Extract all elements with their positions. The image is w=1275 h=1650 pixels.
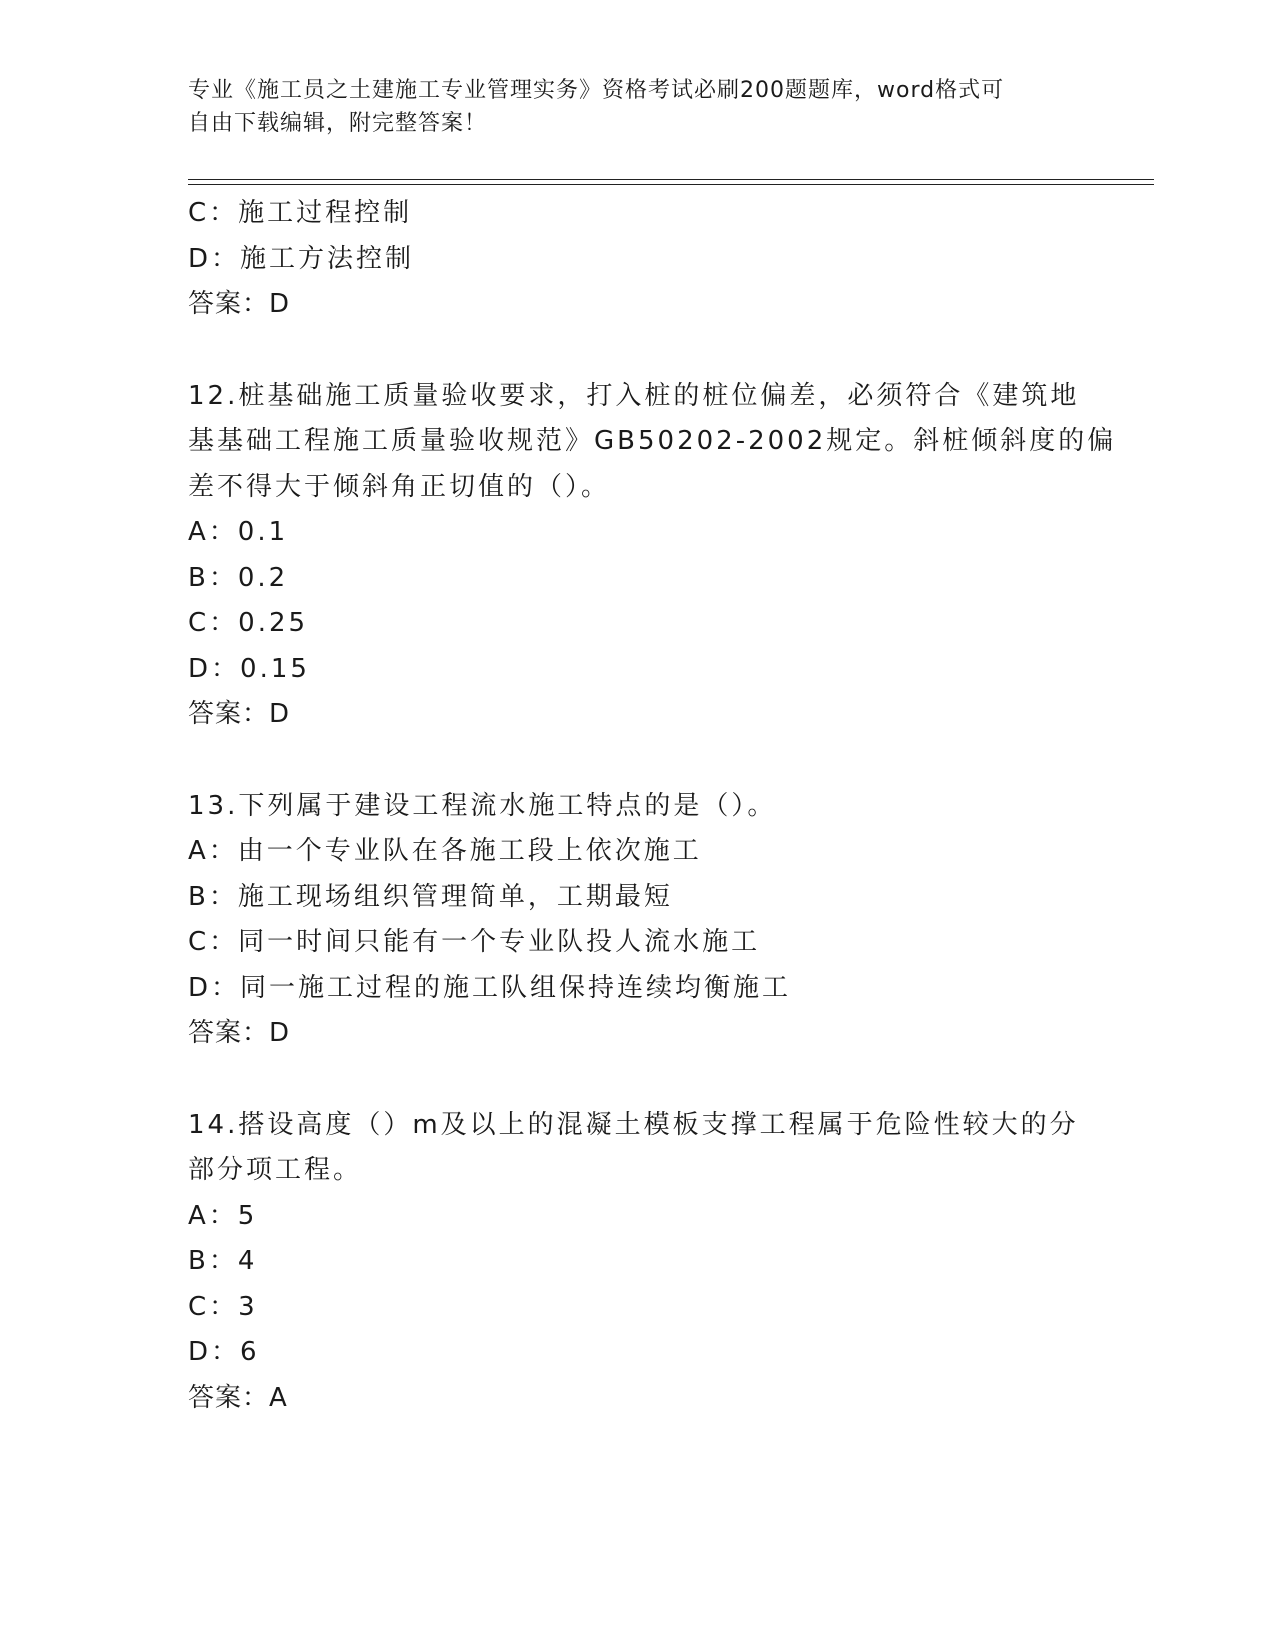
option-a: A：由一个专业队在各施工段上依次施工 <box>188 836 702 866</box>
question-text-line: 部分项工程。 <box>188 1155 363 1185</box>
document-body <box>188 191 1117 1421</box>
question-text-line: 基基础工程施工质量验收规范》GB50202-2002规定。斜桩倾斜度的偏 <box>188 426 1117 456</box>
question-text-line: 12.桩基础施工质量验收要求，打入桩的桩位偏差，必须符合《建筑地 <box>188 380 1080 411</box>
option-b: B：施工现场组织管理简单，工期最短 <box>188 881 673 912</box>
answer-line: 答案：D <box>188 289 291 319</box>
question-block-11-tail <box>188 191 1078 328</box>
document-header <box>188 74 1068 140</box>
question-text-line: 14.搭设高度（）m及以上的混凝土模板支撑工程属于危险性较大的分 <box>188 1109 1079 1140</box>
option-c: C：同一时间只能有一个专业队投人流水施工 <box>188 927 761 957</box>
answer-line: 答案：A <box>188 1382 288 1413</box>
header-line-2: 自由下载编辑，附完整答案！ <box>188 111 488 136</box>
spacer <box>188 738 1078 784</box>
option-b: B：4 <box>188 1246 258 1276</box>
question-text-line: 13.下列属于建设工程流水施工特点的是（）。 <box>188 790 777 821</box>
option-b: B：0.2 <box>188 562 289 593</box>
header-line-1: 专业《施工员之土建施工专业管理实务》资格考试必刷200题题库，word格式可 <box>188 78 1005 103</box>
question-block-14 <box>188 1103 1078 1422</box>
option-d: D：同一施工过程的施工队组保持连续均衡施工 <box>188 972 792 1003</box>
answer-line: 答案：D <box>188 699 291 729</box>
header-divider-top <box>188 179 1154 180</box>
option-d: D：6 <box>188 1337 260 1367</box>
option-c: C：0.25 <box>188 608 309 638</box>
option-c: C：3 <box>188 1291 258 1322</box>
option-a: A：5 <box>188 1200 258 1231</box>
question-block-12 <box>188 374 1117 738</box>
answer-line: 答案：D <box>188 1018 291 1048</box>
option-a: A：0.1 <box>188 517 289 547</box>
option-d: D：施工方法控制 <box>188 243 415 274</box>
option-c: C：施工过程控制 <box>188 198 413 228</box>
question-text-line: 差不得大于倾斜角正切值的（）。 <box>188 471 611 502</box>
spacer <box>188 328 1078 374</box>
header-divider-bottom <box>188 184 1154 185</box>
spacer <box>188 1057 1078 1103</box>
option-d: D：0.15 <box>188 653 310 684</box>
question-block-13 <box>188 784 1078 1057</box>
